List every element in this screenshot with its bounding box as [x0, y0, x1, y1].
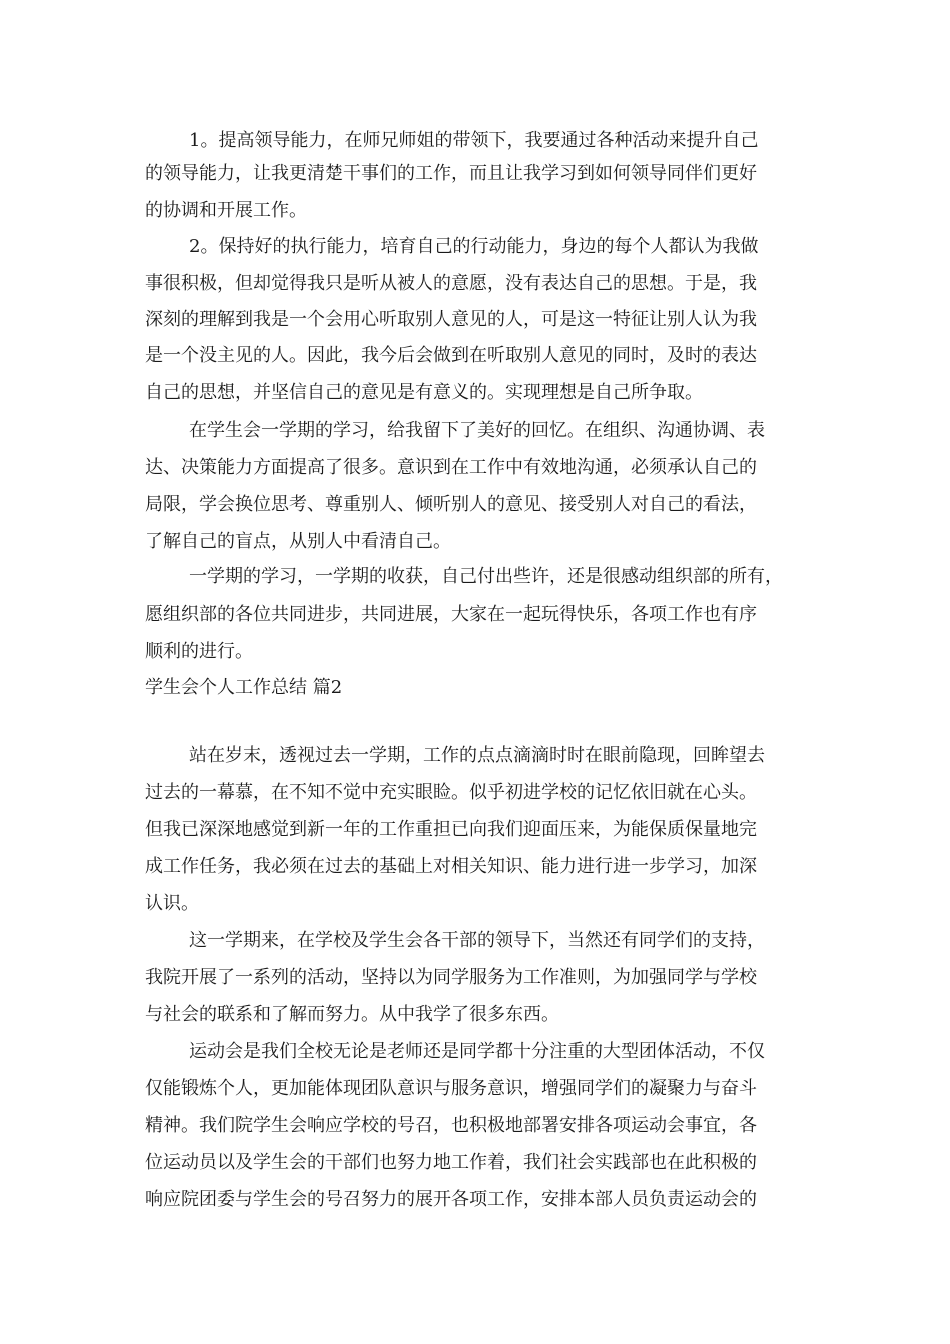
- p4-line-3: 顺利的进行。: [145, 641, 253, 662]
- s2p1-line-3: 但我已深深地感觉到新一年的工作重担已向我们迎面压来，为能保质保量地完: [145, 819, 757, 840]
- s2p3-line-1: 运动会是我们全校无论是老师还是同学都十分注重的大型团体活动，不仅: [189, 1041, 765, 1062]
- s2p2-line-3: 与社会的联系和了解而努力。从中我学了很多东西。: [145, 1004, 559, 1025]
- s2p1-line-5: 认识。: [145, 893, 199, 914]
- p2-line-4: 是一个没主见的人。因此，我今后会做到在听取别人意见的同时，及时的表达: [145, 345, 757, 366]
- p2-line-2: 事很积极，但却觉得我只是听从被人的意愿，没有表达自己的思想。于是，我: [145, 273, 757, 294]
- s2p3-line-4: 位运动员以及学生会的干部们也努力地工作着，我们社会实践部也在此积极的: [145, 1152, 757, 1173]
- p2-line-3: 深刻的理解到我是一个会用心听取别人意见的人，可是这一特征让别人认为我: [145, 309, 757, 330]
- p1-line-2: 的领导能力，让我更清楚干事们的工作，而且让我学习到如何领导同伴们更好: [145, 163, 757, 184]
- p3-line-4: 了解自己的盲点，从别人中看清自己。: [145, 531, 451, 552]
- p1-line-3: 的协调和开展工作。: [145, 200, 307, 221]
- s2p1-line-4: 成工作任务，我必须在过去的基础上对相关知识、能力进行进一步学习，加深: [145, 856, 757, 877]
- p2-line-5: 自己的思想，并坚信自己的意见是有意义的。实现理想是自己所争取。: [145, 382, 703, 403]
- section-heading: 学生会个人工作总结 篇2: [145, 677, 343, 698]
- s2p1-line-1: 站在岁末，透视过去一学期，工作的点点滴滴时时在眼前隐现，回眸望去: [189, 745, 765, 766]
- p3-line-2: 达、决策能力方面提高了很多。意识到在工作中有效地沟通，必须承认自己的: [145, 457, 757, 478]
- s2p3-line-2: 仅能锻炼个人，更加能体现团队意识与服务意识，增强同学们的凝聚力与奋斗: [145, 1078, 757, 1099]
- s2p2-line-2: 我院开展了一系列的活动，坚持以为同学服务为工作准则，为加强同学与学校: [145, 967, 757, 988]
- s2p1-line-2: 过去的一幕慕，在不知不觉中充实眼睑。似乎初进学校的记忆依旧就在心头。: [145, 782, 757, 803]
- s2p2-line-1: 这一学期来，在学校及学生会各干部的领导下，当然还有同学们的支持，: [189, 930, 765, 951]
- p1-line-1: 1。提高领导能力，在师兄师姐的带领下，我要通过各种活动来提升自己: [189, 130, 759, 151]
- s2p3-line-5: 响应院团委与学生会的号召努力的展开各项工作，安排本部人员负责运动会的: [145, 1189, 757, 1210]
- p4-line-1: 一学期的学习，一学期的收获，自己付出些许，还是很感动组织部的所有，: [189, 566, 783, 587]
- p2-line-1: 2。保持好的执行能力，培育自己的行动能力，身边的每个人都认为我做: [189, 236, 759, 257]
- p3-line-3: 局限，学会换位思考、尊重别人、倾听别人的意见、接受别人对自己的看法，: [145, 494, 757, 515]
- p4-line-2: 愿组织部的各位共同进步，共同进展，大家在一起玩得快乐，各项工作也有序: [145, 604, 757, 625]
- p3-line-1: 在学生会一学期的学习，给我留下了美好的回忆。在组织、沟通协调、表: [189, 420, 765, 441]
- s2p3-line-3: 精神。我们院学生会响应学校的号召，也积极地部署安排各项运动会事宜，各: [145, 1115, 757, 1136]
